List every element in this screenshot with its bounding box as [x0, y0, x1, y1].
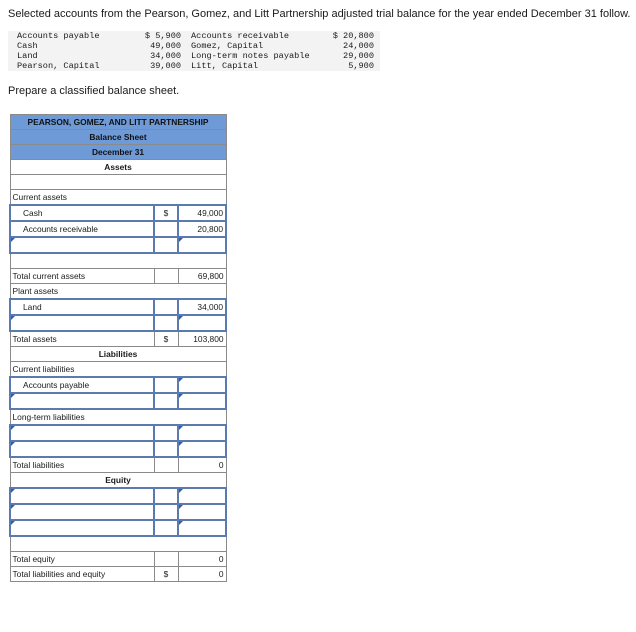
total-liabilities-value: 0 — [178, 457, 226, 473]
total-assets-label: Total assets — [10, 331, 154, 347]
total-current-assets-label: Total current assets — [10, 269, 154, 284]
ar-amount-field[interactable]: 20,800 — [178, 221, 226, 237]
table-row — [8, 51, 380, 61]
total-liabilities-equity-label: Total liabilities and equity — [10, 567, 154, 582]
account-field[interactable] — [10, 425, 154, 441]
input-marker-icon — [179, 442, 183, 446]
header-row — [10, 145, 226, 160]
account-name: Gomez, Capital — [191, 41, 264, 51]
input-row — [10, 205, 226, 221]
input-row — [10, 520, 226, 536]
input-marker-icon — [11, 505, 15, 509]
table-row — [8, 61, 380, 71]
account-name: Cash — [17, 41, 38, 51]
land-account-field[interactable]: Land — [10, 299, 154, 315]
ap-amount-field[interactable] — [178, 377, 226, 393]
input-row — [10, 377, 226, 393]
amount-field[interactable] — [178, 425, 226, 441]
table-row — [10, 175, 226, 190]
total-row — [10, 269, 226, 284]
amount-field[interactable] — [178, 441, 226, 457]
account-field[interactable] — [10, 393, 154, 409]
table-row — [8, 41, 380, 51]
total-equity-label: Total equity — [10, 552, 154, 567]
input-row — [10, 504, 226, 520]
header-row — [10, 130, 226, 145]
amount-field[interactable] — [178, 237, 226, 253]
balance-sheet-table — [9, 114, 227, 582]
input-row — [10, 488, 226, 504]
table-row — [10, 409, 226, 425]
input-row — [10, 299, 226, 315]
total-liabilities-label: Total liabilities — [10, 457, 154, 473]
account-amount: $ 20,800 — [332, 31, 374, 41]
total-row — [10, 567, 226, 582]
account-amount: 5,900 — [348, 61, 374, 71]
account-field[interactable] — [10, 520, 154, 536]
input-row — [10, 393, 226, 409]
account-name: Accounts payable — [17, 31, 100, 41]
prompt-text: Prepare a classified balance sheet. — [8, 85, 180, 97]
total-assets-value: 103,800 — [178, 331, 226, 347]
input-marker-icon — [11, 521, 15, 525]
total-current-assets-value: 69,800 — [178, 269, 226, 284]
trial-balance-table — [8, 31, 380, 71]
input-marker-icon — [179, 394, 183, 398]
amount-field[interactable] — [178, 315, 226, 331]
total-row — [10, 552, 226, 567]
account-amount: 49,000 — [150, 41, 182, 51]
input-row — [10, 425, 226, 441]
account-field[interactable] — [10, 315, 154, 331]
total-row — [10, 457, 226, 473]
account-field[interactable] — [10, 441, 154, 457]
header-row — [10, 115, 226, 130]
account-amount: 29,000 — [343, 51, 374, 61]
section-row — [10, 160, 226, 175]
table-row — [8, 31, 380, 41]
account-name: Litt, Capital — [191, 61, 259, 71]
section-row — [10, 347, 226, 362]
cash-amount-field[interactable]: 49,000 — [178, 205, 226, 221]
dollar-sign: $ — [154, 205, 178, 221]
input-marker-icon — [179, 316, 183, 320]
account-amount: $ 5,900 — [144, 31, 182, 41]
amount-field[interactable] — [178, 504, 226, 520]
input-row — [10, 221, 226, 237]
land-amount-field[interactable]: 34,000 — [178, 299, 226, 315]
input-row — [10, 237, 226, 253]
account-name: Long-term notes payable — [191, 51, 310, 61]
table-row — [10, 362, 226, 378]
input-marker-icon — [179, 489, 183, 493]
table-row — [10, 536, 226, 552]
input-marker-icon — [11, 394, 15, 398]
account-field[interactable] — [10, 488, 154, 504]
intro-text: Selected accounts from the Pearson, Gomez, and Litt Partnership adjusted trial balance for the year ended December 31 follow. — [8, 8, 631, 20]
table-row — [10, 284, 226, 300]
input-marker-icon — [11, 489, 15, 493]
account-field[interactable] — [10, 237, 154, 253]
input-marker-icon — [11, 316, 15, 320]
table-row — [10, 190, 226, 206]
account-amount: 39,000 — [150, 61, 182, 71]
company-name: PEARSON, GOMEZ, AND LITT PARTNERSHIP — [10, 115, 226, 130]
input-marker-icon — [179, 521, 183, 525]
current-liabilities-label: Current liabilities — [10, 362, 226, 378]
input-marker-icon — [179, 238, 183, 242]
plant-assets-label: Plant assets — [10, 284, 226, 300]
account-name: Accounts receivable — [191, 31, 290, 41]
account-name: Pearson, Capital — [17, 61, 100, 71]
account-amount: 34,000 — [150, 51, 182, 61]
total-row — [10, 331, 226, 347]
liabilities-heading: Liabilities — [10, 347, 226, 362]
long-term-liabilities-label: Long-term liabilities — [10, 409, 226, 425]
cash-account-field[interactable]: Cash — [10, 205, 154, 221]
current-assets-label: Current assets — [10, 190, 226, 206]
amount-field[interactable] — [178, 393, 226, 409]
dollar-sign: $ — [154, 331, 178, 347]
input-marker-icon — [179, 426, 183, 430]
total-equity-value: 0 — [178, 552, 226, 567]
input-marker-icon — [11, 238, 15, 242]
assets-heading: Assets — [10, 160, 226, 175]
input-marker-icon — [11, 426, 15, 430]
sheet-date: December 31 — [10, 145, 226, 160]
equity-heading: Equity — [10, 473, 226, 489]
ar-account-field[interactable]: Accounts receivable — [10, 221, 154, 237]
dollar-sign: $ — [154, 567, 178, 582]
input-row — [10, 441, 226, 457]
input-row — [10, 315, 226, 331]
amount-field[interactable] — [178, 488, 226, 504]
input-marker-icon — [179, 505, 183, 509]
account-amount: 24,000 — [343, 41, 374, 51]
input-marker-icon — [11, 442, 15, 446]
ap-account-field[interactable]: Accounts payable — [10, 377, 154, 393]
account-field[interactable] — [10, 504, 154, 520]
input-marker-icon — [179, 378, 183, 382]
account-name: Land — [17, 51, 38, 61]
total-liabilities-equity-value: 0 — [178, 567, 226, 582]
section-row — [10, 473, 226, 489]
amount-field[interactable] — [178, 520, 226, 536]
table-row — [10, 253, 226, 269]
sheet-title: Balance Sheet — [10, 130, 226, 145]
